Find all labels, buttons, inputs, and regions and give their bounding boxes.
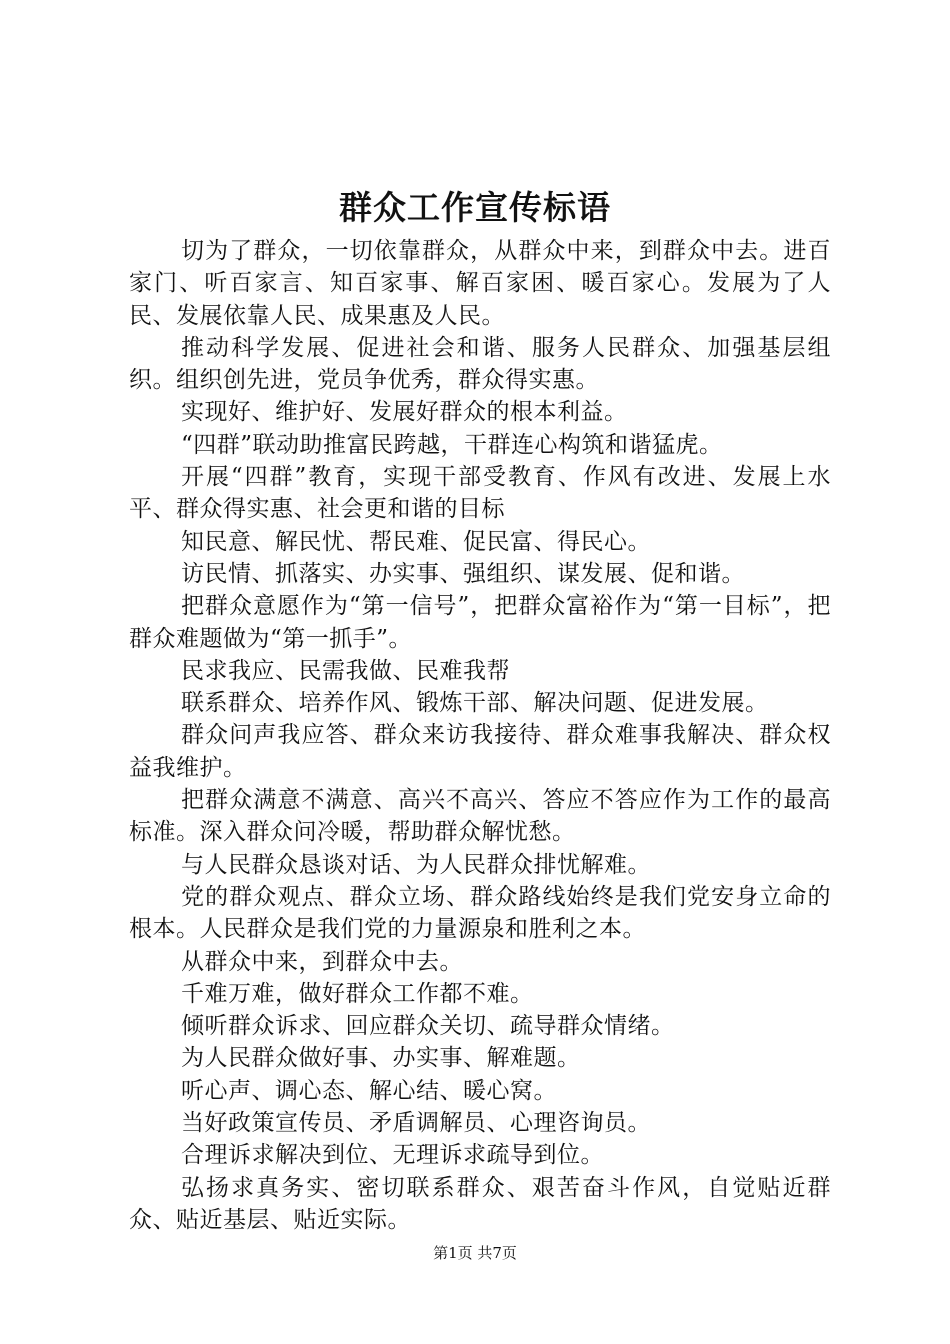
document-body [129, 235, 831, 1236]
paragraph: 与人民群众恳谈对话、为人民群众排忧解难。 [181, 851, 651, 878]
paragraph: 联系群众、培养作风、锻炼干部、解决问题、促进发展。 [181, 690, 769, 717]
paragraph: “四群”联动助推富民跨越，干群连心构筑和谐猛虎。 [181, 431, 723, 458]
paragraph: 为人民群众做好事、办实事、解难题。 [181, 1045, 581, 1072]
paragraph: 千难万难，做好群众工作都不难。 [181, 980, 534, 1007]
paragraph: 弘扬求真务实、密切联系群众、艰苦奋斗作风，自觉贴近群众、贴近基层、贴近实际。 [129, 1174, 831, 1233]
document-title: 群众工作宣传标语 [339, 188, 611, 227]
paragraph: 倾听群众诉求、回应群众关切、疏导群众情绪。 [181, 1013, 675, 1040]
paragraph: 知民意、解民忧、帮民难、促民富、得民心。 [181, 528, 651, 555]
paragraph: 实现好、维护好、发展好群众的根本利益。 [181, 399, 628, 426]
paragraph: 民求我应、民需我做、民难我帮 [181, 657, 510, 684]
paragraph: 把群众满意不满意、高兴不高兴、答应不答应作为工作的最高标准。深入群众问冷暖，帮助群众解忧愁。 [129, 787, 831, 846]
paragraph: 党的群众观点、群众立场、群众路线始终是我们党安身立命的根本。人民群众是我们党的力量源泉和胜利之本。 [129, 883, 831, 943]
paragraph: 开展“四群”教育，实现干部受教育、作风有改进、发展上水平、群众得实惠、社会更和谐的目标 [129, 464, 831, 523]
paragraph: 切为了群众，一切依靠群众，从群众中来，到群众中去。进百家门、听百家言、知百家事、解百家困、暖百家心。发展为了人民、发展依靠人民、成果惠及人民。 [129, 238, 831, 329]
paragraph: 推动科学发展、促进社会和谐、服务人民群众、加强基层组织。组织创先进，党员争优秀，群众得实惠。 [129, 334, 831, 394]
paragraph: 从群众中来，到群众中去。 [181, 948, 463, 975]
paragraph: 当好政策宣传员、矛盾调解员、心理咨询员。 [181, 1110, 651, 1137]
page-footer: 第1页 共7页 [433, 1244, 517, 1262]
paragraph: 访民情、抓落实、办实事、强组织、谋发展、促和谐。 [181, 560, 745, 587]
paragraph: 听心声、调心态、解心结、暖心窝。 [181, 1077, 557, 1104]
paragraph: 把群众意愿作为“第一信号”，把群众富裕作为“第一目标”，把群众难题做为“第一抓手”。 [129, 593, 831, 652]
paragraph: 合理诉求解决到位、无理诉求疏导到位。 [181, 1142, 604, 1169]
paragraph: 群众问声我应答、群众来访我接待、群众难事我解决、群众权益我维护。 [129, 722, 831, 781]
